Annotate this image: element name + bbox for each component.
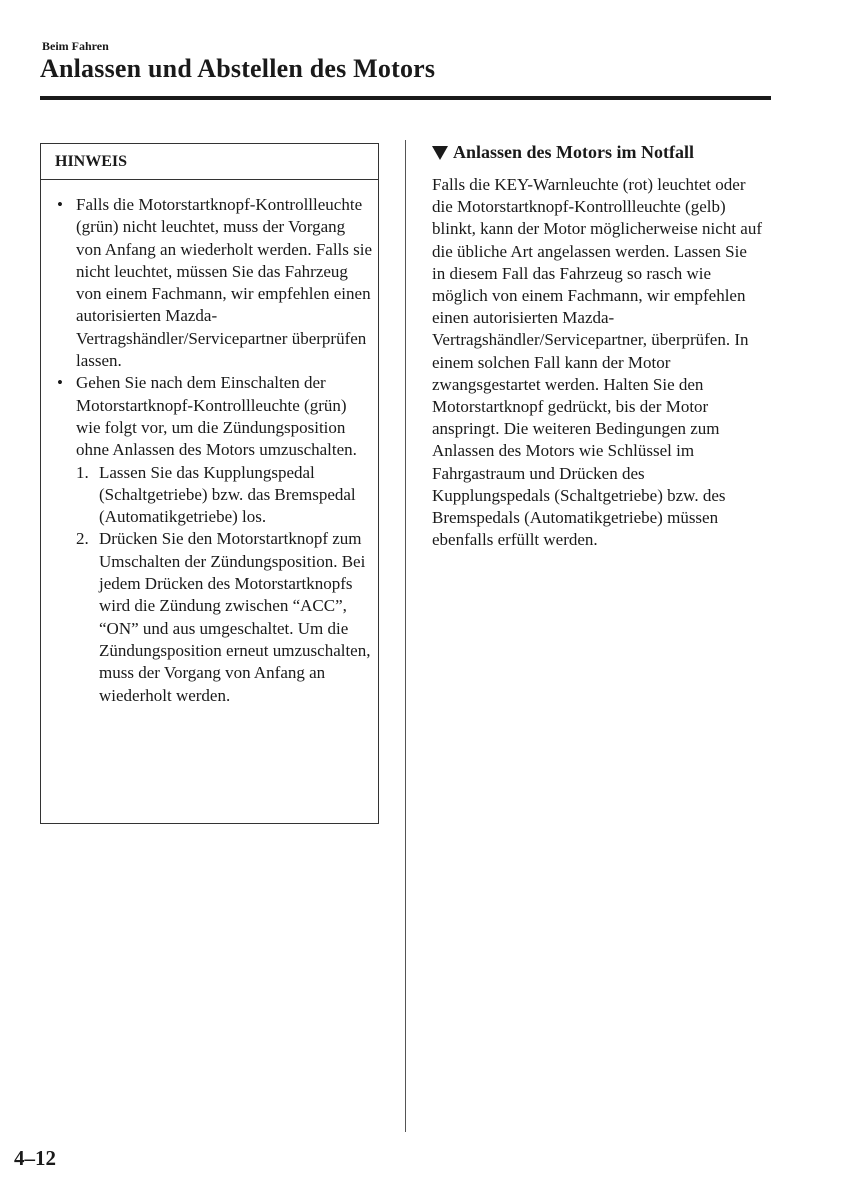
bullet-icon: •	[57, 373, 63, 393]
section-label: Beim Fahren	[42, 39, 109, 53]
emergency-heading-text: Anlassen des Motors im Notfall	[453, 142, 694, 162]
title-rule	[40, 96, 771, 100]
note-body	[41, 180, 378, 707]
step-text: Drücken Sie den Motorstartknopf zum Umschalten der Zündungsposition. Bei jedem Drücken des Motorstartknopfs wird die Zündung zwischen “ACC”, “ON” und aus umgeschaltet. Um die Zündungsposition erneut umzuschalten, muss der Vorgang von Anfang an wiederholt werden.	[99, 529, 371, 705]
column-divider	[405, 140, 406, 1132]
step-number: 1.	[76, 462, 89, 482]
step-text: Lassen Sie das Kupplungspedal (Schaltgetriebe) bzw. das Bremspedal (Automatikgetriebe) los.	[99, 462, 356, 527]
note-box	[40, 143, 379, 824]
page-title: Anlassen und Abstellen des Motors	[40, 54, 436, 83]
emergency-section	[432, 142, 762, 551]
note-bullet	[55, 194, 372, 372]
emergency-heading	[432, 142, 762, 163]
note-bullet-text: Falls die Motorstartknopf-Kontrollleuchte (grün) nicht leuchtet, muss der Vorgang von Anfang an wiederholt werden. Falls sie nicht leuchtet, müssen Sie das Fahrzeug von einem Fachmann, wir empfehlen einen autorisierten Mazda-Vertragshändler/Servicepartner überprüfen lassen.	[76, 195, 373, 371]
emergency-body: Falls die KEY-Warnleuchte (rot) leuchtet oder die Motorstartknopf-Kontrollleuchte (gelb) blinkt, kann der Motor möglicherweise nicht auf die übliche Art angelassen werden. Lassen Sie in diesem Fall das Fahrzeug so rasch wie möglich von einem Fachmann, wir empfehlen einen autorisierten Mazda-Vertragshändler/Servicepartner, überprüfen. In einem solchen Fall kann der Motor zwangsgestartet werden. Halten Sie den Motorstartknopf gedrückt, bis der Motor anspringt. Die weiteren Bedingungen zum Anlassen des Motors wie Schlüssel im Fahrgastraum und Drücken des Kupplungspedals (Schaltgetriebe) bzw. des Bremspedals (Automatikgetriebe) müssen ebenfalls erfüllt werden.	[432, 175, 762, 550]
note-step	[76, 528, 372, 706]
note-heading: HINWEIS	[41, 144, 378, 180]
note-step	[76, 462, 372, 529]
note-bullet	[55, 372, 372, 706]
bullet-icon: •	[57, 195, 63, 214]
step-number: 2.	[76, 529, 89, 549]
note-bullet-text: Gehen Sie nach dem Einschalten der Motorstartknopf-Kontrollleuchte (grün) wie folgt vor, um die Zündungsposition ohne Anlassen des Motors umzuschalten.	[76, 373, 357, 460]
page-number: 4–12	[14, 1146, 56, 1170]
down-triangle-icon	[432, 146, 448, 160]
